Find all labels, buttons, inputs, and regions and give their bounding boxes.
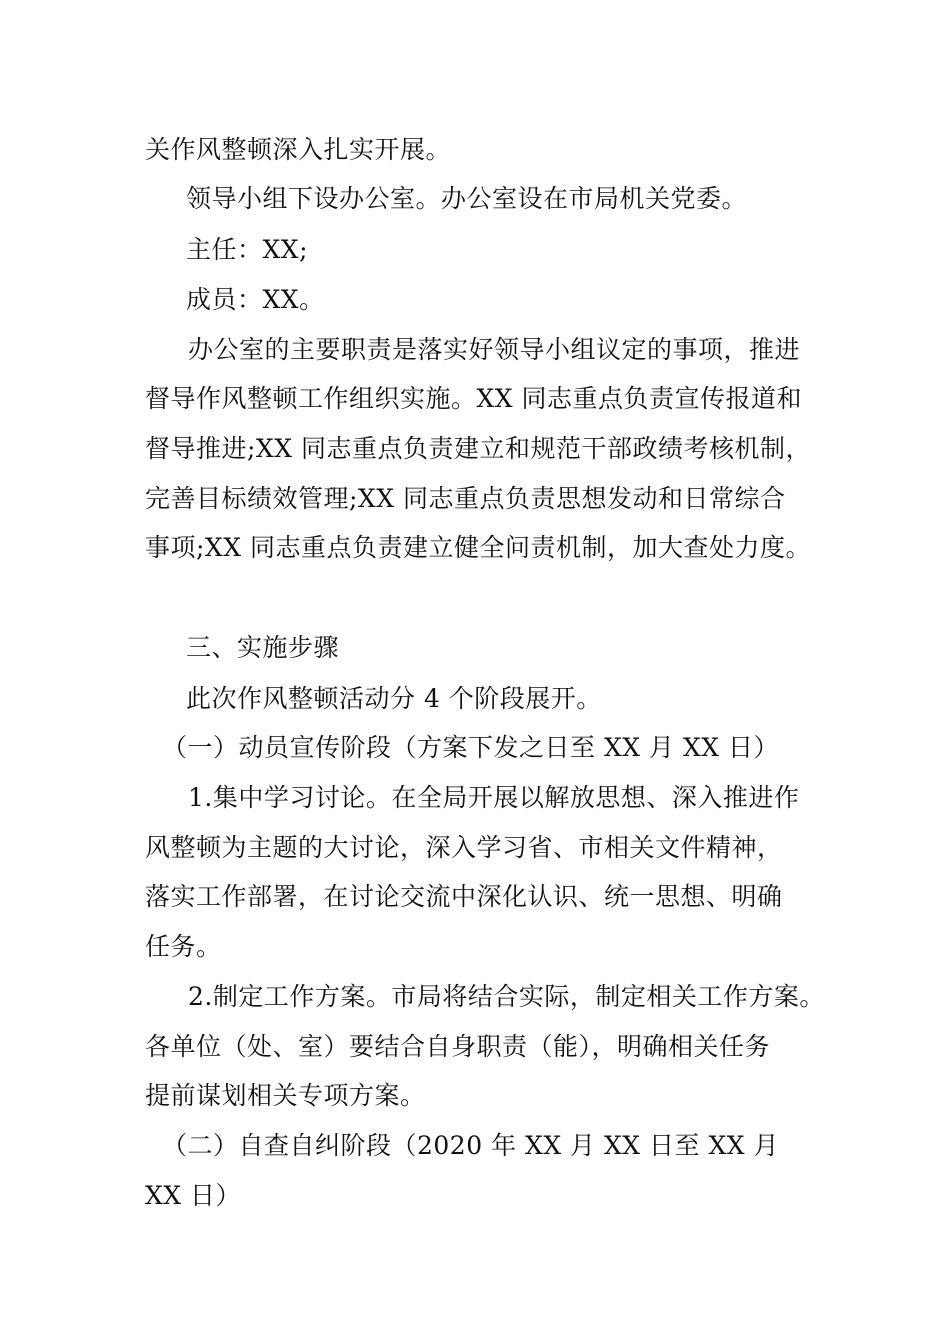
subsection-heading-cont: XX 日） <box>145 1181 242 1210</box>
paragraph-line: 各单位（处、室）要结合自身职责（能），明确相关任务 <box>145 1032 771 1061</box>
paragraph-line: 完善目标绩效管理;XX 同志重点负责思想发动和日常综合 <box>145 484 786 513</box>
paragraph-line: 督导作风整顿工作组织实施。XX 同志重点负责宣传报道和 <box>145 384 803 413</box>
subsection-heading: （一）动员宣传阶段（方案下发之日至 XX 月 XX 日） <box>162 733 779 762</box>
text-line: 关作风整顿深入扎实开展。 <box>145 135 452 164</box>
paragraph-line: 任务。 <box>145 932 222 961</box>
paragraph-line: 督导推进;XX 同志重点负责建立和规范干部政绩考核机制， <box>145 434 811 463</box>
paragraph-line: 事项;XX 同志重点负责建立健全问责机制，加大查处力度。 <box>145 533 811 562</box>
text-line: 主任：XX; <box>186 235 309 264</box>
text-line: 领导小组下设办公室。办公室设在市局机关党委。 <box>186 184 748 213</box>
subsection-heading: （二）自查自纠阶段（2020 年 XX 月 XX 日至 XX 月 <box>162 1131 780 1160</box>
text-line: 成员：XX。 <box>186 285 325 314</box>
paragraph-line: 风整顿为主题的大讨论，深入学习省、市相关文件精神， <box>145 833 783 862</box>
paragraph-line: 提前谋划相关专项方案。 <box>145 1081 426 1110</box>
paragraph-line: 办公室的主要职责是落实好领导小组议定的事项，推进 <box>188 335 801 364</box>
text-line: 此次作风整顿活动分 4 个阶段展开。 <box>186 684 602 713</box>
section-heading: 三、实施步骤 <box>186 633 340 662</box>
paragraph-line: 2.制定工作方案。市局将结合实际，制定相关工作方案。 <box>188 982 825 1011</box>
paragraph-line: 1.集中学习讨论。在全局开展以解放思想、深入推进作 <box>188 783 800 812</box>
paragraph-line: 落实工作部署，在讨论交流中深化认识、统一思想、明确 <box>145 882 783 911</box>
